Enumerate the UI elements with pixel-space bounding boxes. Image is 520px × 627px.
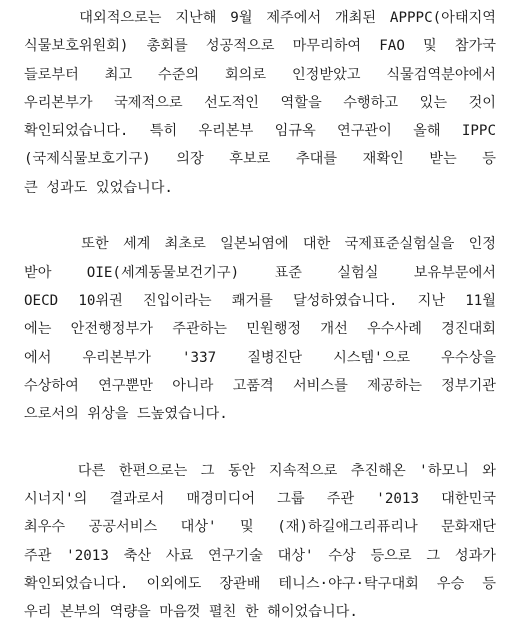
paragraph-awards [24,457,496,627]
text-line: 들로부터 최고 수준의 회의로 인정받았고 식물검역분야에서 [24,66,496,83]
text-line: 식물보호위원회) 총회를 성공적으로 마무리하여 FAO 및 참가국 [24,38,496,55]
text-line: 수상하여 연구뿐만 아니라 고품격 서비스를 제공하는 정부기관 [24,377,496,394]
text-line: 우리 본부의 역량을 마음껏 펼친 한 해이었습니다. [24,604,358,621]
paragraph-spacer [24,202,496,230]
paragraph-international-achievements [24,4,496,202]
text-line: 에는 안전행정부가 주관하는 민원행정 개선 우수사례 경진대회 [24,321,496,338]
text-line: 대외적으로는 지난해 9월 제주에서 개최된 APPPC(아태지역 [24,10,496,26]
text-line: 다른 한편으로는 그 동안 지속적으로 추진해온 '하모니 와 [24,462,496,479]
text-line: 으로서의 위상을 드높였습니다. [24,406,228,423]
text-line: OECD 10위권 진입이라는 쾌거를 달성하였습니다. 지난 11월 [24,292,496,309]
text-line: (국제식물보호기구) 의장 후보로 추대를 재확인 받는 등 [24,151,496,168]
text-line: 최우수 공공서비스 대상' 및 (재)하길애그리퓨리나 문화재단 [24,519,496,536]
text-line: 받아 OIE(세계동물보건기구) 표준 실험실 보유부문에서 [24,264,496,281]
text-line: 시너지'의 결과로서 매경미디어 그룹 주관 '2013 대한민국 [24,491,496,508]
paragraph-reference-laboratory [24,230,496,428]
text-line: 우리본부가 국제적으로 선도적인 역할을 수행하고 있는 것이 [24,94,496,111]
text-line: 주관 '2013 축산 사료 연구기술 대상' 수상 등으로 그 성과가 [24,547,496,564]
text-line: 에서 우리본부가 '337 질병진단 시스템'으로 우수상을 [24,349,496,366]
paragraph-spacer [24,428,496,456]
document-body [24,4,496,627]
text-line: 확인되었습니다. 특히 우리본부 임규옥 연구관이 올해 IPPC [24,123,496,140]
text-line: 확인되었습니다. 이외에도 장관배 테니스·야구·탁구대회 우승 등 [24,575,496,592]
text-line: 또한 세계 최초로 일본뇌염에 대한 국제표준실험실을 인정 [24,236,496,253]
text-line: 큰 성과도 있었습니다. [24,179,173,196]
